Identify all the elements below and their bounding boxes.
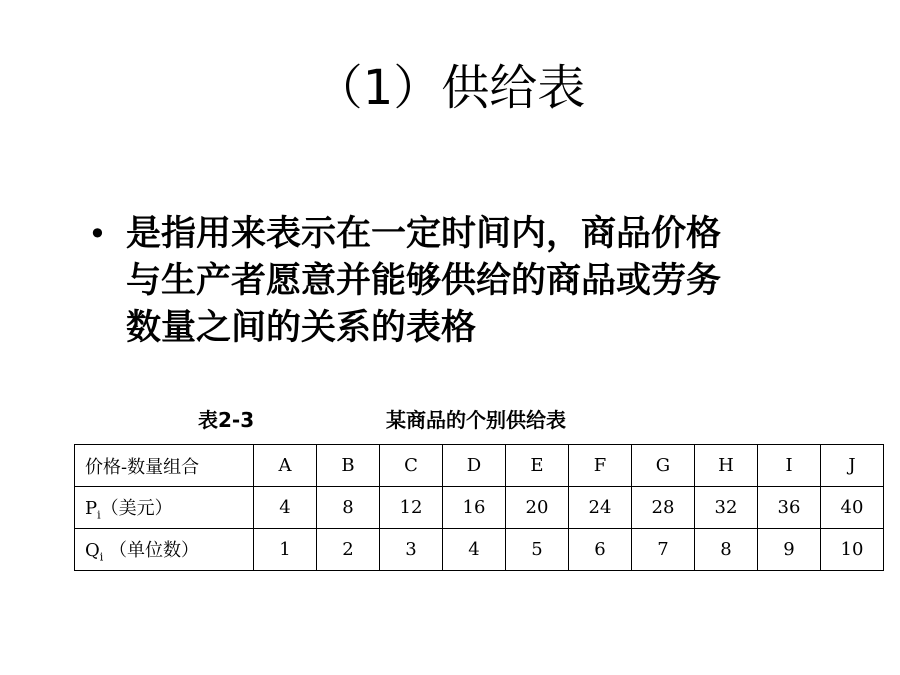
quantity-cell: 6 xyxy=(569,529,632,571)
column-header: I xyxy=(758,445,821,487)
price-cell: 24 xyxy=(569,487,632,529)
quantity-cell: 9 xyxy=(758,529,821,571)
column-header: F xyxy=(569,445,632,487)
table-label: 表2-3 xyxy=(198,408,255,432)
column-header: B xyxy=(317,445,380,487)
quantity-symbol: Q xyxy=(85,539,100,561)
bullet-dot-icon: • xyxy=(88,215,107,253)
price-cell: 28 xyxy=(632,487,695,529)
quantity-cell: 3 xyxy=(380,529,443,571)
column-header: D xyxy=(443,445,506,487)
price-cell: 16 xyxy=(443,487,506,529)
quantity-row xyxy=(75,529,884,571)
quantity-cell: 5 xyxy=(506,529,569,571)
quantity-cell: 4 xyxy=(443,529,506,571)
header-label-cell: 价格-数量组合 xyxy=(75,445,254,487)
price-cell: 12 xyxy=(380,487,443,529)
price-cell: 4 xyxy=(254,487,317,529)
column-header: E xyxy=(506,445,569,487)
bullet-paragraph xyxy=(88,211,828,352)
price-cell: 8 xyxy=(317,487,380,529)
quantity-cell: 8 xyxy=(695,529,758,571)
column-header: A xyxy=(254,445,317,487)
quantity-cell: 7 xyxy=(632,529,695,571)
column-header: H xyxy=(695,445,758,487)
table-header-row xyxy=(75,445,884,487)
column-header: J xyxy=(821,445,884,487)
price-unit-label: （美元） xyxy=(100,497,173,519)
price-cell: 36 xyxy=(758,487,821,529)
price-row xyxy=(75,487,884,529)
table-title: 某商品的个别供给表 xyxy=(386,408,566,432)
quantity-unit-label: （单位数） xyxy=(103,539,200,561)
price-cell: 40 xyxy=(821,487,884,529)
slide-title: （1）供给表 xyxy=(314,60,586,116)
price-row-label xyxy=(75,487,254,529)
price-symbol: P xyxy=(85,497,98,519)
column-header: C xyxy=(380,445,443,487)
quantity-row-label xyxy=(75,529,254,571)
quantity-cell: 2 xyxy=(317,529,380,571)
quantity-cell: 1 xyxy=(254,529,317,571)
bullet-text: 是指用来表示在一定时间内，商品价格 与生产者愿意并能够供给的商品或劳务 数量之间的关系的表格 xyxy=(126,214,722,348)
price-cell: 20 xyxy=(506,487,569,529)
quantity-subscript: i xyxy=(99,550,104,564)
quantity-cell: 10 xyxy=(821,529,884,571)
column-header: G xyxy=(632,445,695,487)
price-subscript: i xyxy=(97,508,101,522)
price-cell: 32 xyxy=(695,487,758,529)
supply-table xyxy=(74,444,884,571)
